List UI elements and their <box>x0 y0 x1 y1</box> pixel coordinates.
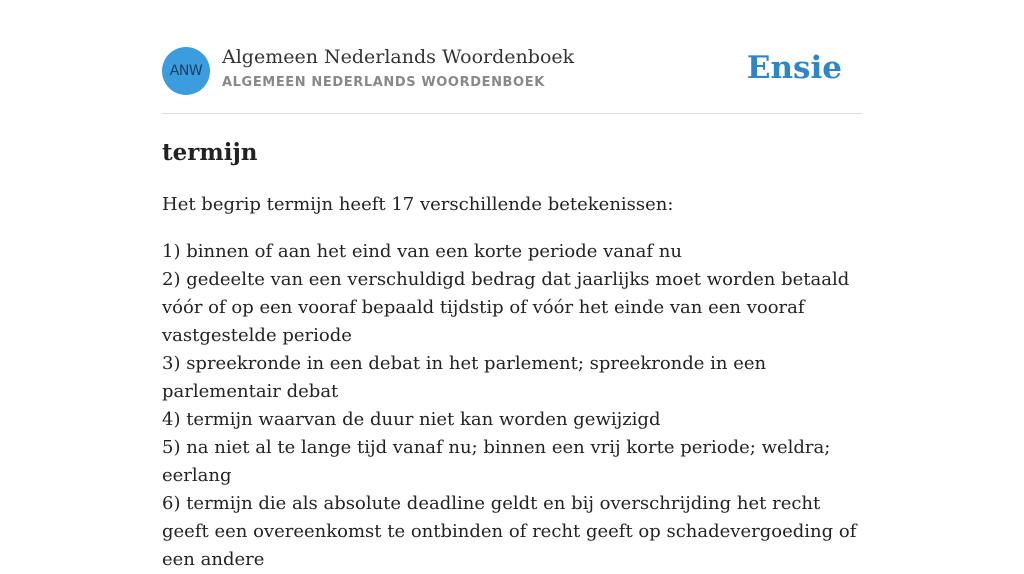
definition-item: 1) binnen of aan het eind van een korte periode vanaf nu <box>162 241 682 262</box>
definition-item: 2) gedeelte van een verschuldigd bedrag dat jaarlijks moet worden betaald vóór of op een vooraf bepaald tijdstip of vóór het einde van een vooraf vastgestelde periode <box>162 269 850 346</box>
definition-list <box>162 238 862 574</box>
definition-intro: Het begrip termijn heeft 17 verschillende betekenissen: <box>162 194 674 215</box>
source-subtitle: ALGEMEEN NEDERLANDS WOORDENBOEK <box>222 75 545 90</box>
source-title[interactable]: Algemeen Nederlands Woordenboek <box>222 46 575 68</box>
logo-text: ANW <box>169 63 203 79</box>
anw-logo[interactable] <box>162 47 210 95</box>
source-header <box>162 46 862 114</box>
definition-item: 3) spreekronde in een debat in het parlement; spreekronde in een parlementair debat <box>162 353 767 402</box>
definition-item: 4) termijn waarvan de duur niet kan worden gewijzigd <box>162 409 661 430</box>
definition-item: 6) termijn die als absolute deadline geldt en bij overschrijding het recht geeft een overeenkomst te ontbinden of recht geeft op schadevergoeding of een andere <box>162 493 857 570</box>
content-container <box>162 46 862 574</box>
page-title: termijn <box>162 139 258 166</box>
ensie-brand[interactable]: Ensie <box>746 50 842 86</box>
definition-item: 5) na niet al te lange tijd vanaf nu; binnen een vrij korte periode; weldra; eerlang <box>162 437 831 486</box>
